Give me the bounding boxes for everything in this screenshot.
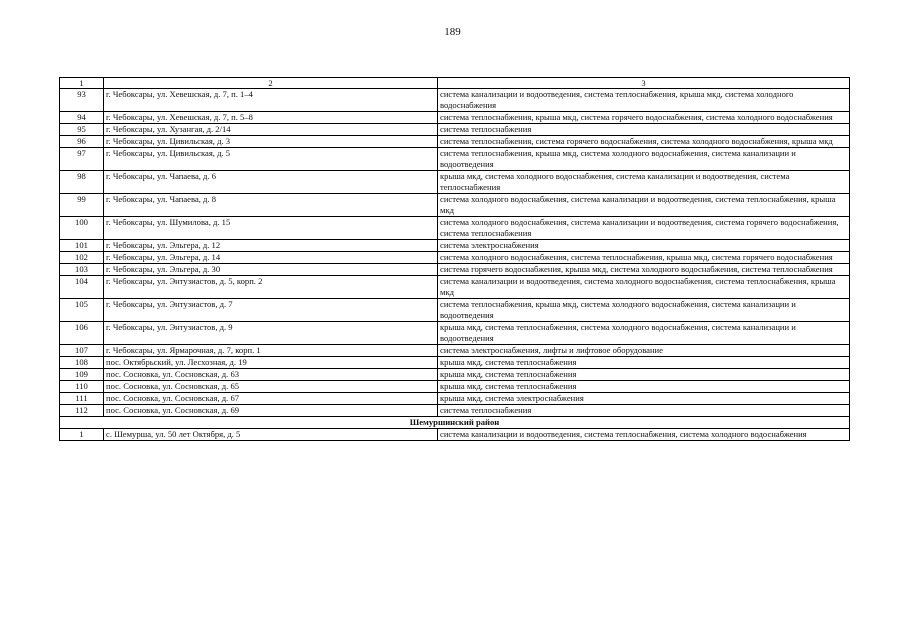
row-number: 112 xyxy=(60,405,104,417)
row-address: пос. Сосновка, ул. Сосновская, д. 69 xyxy=(104,405,438,417)
table-row xyxy=(60,171,850,194)
row-number: 107 xyxy=(60,345,104,357)
row-number: 110 xyxy=(60,381,104,393)
table-row xyxy=(60,369,850,381)
row-number: 93 xyxy=(60,89,104,112)
table-row xyxy=(60,89,850,112)
row-systems: система электроснабжения xyxy=(438,240,850,252)
row-address: г. Чебоксары, ул. Хевешская, д. 7, п. 5–8 xyxy=(104,112,438,124)
row-systems: крыша мкд, система теплоснабжения, система холодного водоснабжения, система канализации и водоотведения xyxy=(438,322,850,345)
row-address: г. Чебоксары, ул. Хузангая, д. 2/14 xyxy=(104,124,438,136)
header-row xyxy=(60,78,850,89)
buildings-table xyxy=(59,77,850,441)
table-row xyxy=(60,217,850,240)
row-number: 108 xyxy=(60,357,104,369)
row-address: пос. Сосновка, ул. Сосновская, д. 65 xyxy=(104,381,438,393)
table-row xyxy=(60,194,850,217)
row-number: 105 xyxy=(60,299,104,322)
table-row xyxy=(60,240,850,252)
district-header-row xyxy=(60,417,850,429)
row-number: 106 xyxy=(60,322,104,345)
row-address: г. Чебоксары, ул. Энтузиастов, д. 5, корп. 2 xyxy=(104,276,438,299)
row-number: 103 xyxy=(60,264,104,276)
row-systems: система горячего водоснабжения, крыша мкд, система холодного водоснабжения, система теплоснабжения xyxy=(438,264,850,276)
table-row xyxy=(60,148,850,171)
row-address: г. Чебоксары, ул. Хевешская, д. 7, п. 1–4 xyxy=(104,89,438,112)
row-systems: система электроснабжения, лифты и лифтовое оборудование xyxy=(438,345,850,357)
table-row xyxy=(60,345,850,357)
row-systems: крыша мкд, система теплоснабжения xyxy=(438,357,850,369)
table-row xyxy=(60,357,850,369)
row-address: г. Чебоксары, ул. Цивильская, д. 3 xyxy=(104,136,438,148)
row-number: 102 xyxy=(60,252,104,264)
row-number: 97 xyxy=(60,148,104,171)
table-row xyxy=(60,264,850,276)
row-systems: система канализации и водоотведения, система теплоснабжения, крыша мкд, система холодного водоснабжения xyxy=(438,89,850,112)
row-address: пос. Сосновка, ул. Сосновская, д. 67 xyxy=(104,393,438,405)
district-name: Шемуршинский район xyxy=(60,417,850,429)
table-row xyxy=(60,112,850,124)
row-systems: система теплоснабжения, крыша мкд, система холодного водоснабжения, система канализации и водоотведения xyxy=(438,299,850,322)
row-address: г. Чебоксары, ул. Чапаева, д. 6 xyxy=(104,171,438,194)
row-systems: система холодного водоснабжения, система канализации и водоотведения, система горячего водоснабжения, система теплоснабжения xyxy=(438,217,850,240)
row-systems: система холодного водоснабжения, система канализации и водоотведения, система теплоснабжения, крыша мкд xyxy=(438,194,850,217)
row-systems: система теплоснабжения xyxy=(438,405,850,417)
row-address: пос. Сосновка, ул. Сосновская, д. 63 xyxy=(104,369,438,381)
row-address: г. Чебоксары, ул. Эльгера, д. 30 xyxy=(104,264,438,276)
row-number: 99 xyxy=(60,194,104,217)
row-address: г. Чебоксары, ул. Чапаева, д. 8 xyxy=(104,194,438,217)
row-systems: система теплоснабжения, система горячего водоснабжения, система холодного водоснабжения, крыша мкд xyxy=(438,136,850,148)
table-row xyxy=(60,136,850,148)
row-systems: система теплоснабжения, крыша мкд, система горячего водоснабжения, система холодного водоснабжения xyxy=(438,112,850,124)
row-systems: крыша мкд, система холодного водоснабжения, система канализации и водоотведения, система теплоснабжения xyxy=(438,171,850,194)
row-number: 104 xyxy=(60,276,104,299)
row-address: г. Чебоксары, ул. Эльгера, д. 14 xyxy=(104,252,438,264)
row-systems: система теплоснабжения xyxy=(438,124,850,136)
row-address: с. Шемурша, ул. 50 лет Октября, д. 5 xyxy=(104,429,438,441)
table-row xyxy=(60,322,850,345)
table-row xyxy=(60,124,850,136)
table-row xyxy=(60,429,850,441)
row-systems: система холодного водоснабжения, система теплоснабжения, крыша мкд, система горячего водоснабжения xyxy=(438,252,850,264)
row-number: 100 xyxy=(60,217,104,240)
row-number: 94 xyxy=(60,112,104,124)
row-number: 111 xyxy=(60,393,104,405)
row-systems: система теплоснабжения, крыша мкд, система холодного водоснабжения, система канализации и водоотведения xyxy=(438,148,850,171)
row-number: 98 xyxy=(60,171,104,194)
row-number: 109 xyxy=(60,369,104,381)
row-number: 1 xyxy=(60,429,104,441)
table-row xyxy=(60,276,850,299)
table-row xyxy=(60,381,850,393)
row-address: г. Чебоксары, ул. Энтузиастов, д. 9 xyxy=(104,322,438,345)
row-number: 101 xyxy=(60,240,104,252)
table-row xyxy=(60,299,850,322)
table-row xyxy=(60,393,850,405)
row-address: пос. Октябрьский, ул. Лесхозная, д. 19 xyxy=(104,357,438,369)
row-systems: крыша мкд, система теплоснабжения xyxy=(438,381,850,393)
row-number: 96 xyxy=(60,136,104,148)
row-systems: система канализации и водоотведения, система холодного водоснабжения, система теплоснабжения, крыша мкд xyxy=(438,276,850,299)
row-address: г. Чебоксары, ул. Эльгера, д. 12 xyxy=(104,240,438,252)
row-address: г. Чебоксары, ул. Шумилова, д. 15 xyxy=(104,217,438,240)
row-address: г. Чебоксары, ул. Ярмарочная, д. 7, корп. 1 xyxy=(104,345,438,357)
row-address: г. Чебоксары, ул. Цивильская, д. 5 xyxy=(104,148,438,171)
header-col-2: 2 xyxy=(104,78,438,89)
table-row xyxy=(60,252,850,264)
row-systems: крыша мкд, система теплоснабжения xyxy=(438,369,850,381)
table-row xyxy=(60,405,850,417)
row-number: 95 xyxy=(60,124,104,136)
header-col-3: 3 xyxy=(438,78,850,89)
row-address: г. Чебоксары, ул. Энтузиастов, д. 7 xyxy=(104,299,438,322)
row-systems: система канализации и водоотведения, система теплоснабжения, система холодного водоснабжения xyxy=(438,429,850,441)
page-number: 189 xyxy=(444,26,461,38)
header-col-1: 1 xyxy=(60,78,104,89)
row-systems: крыша мкд, система электроснабжения xyxy=(438,393,850,405)
